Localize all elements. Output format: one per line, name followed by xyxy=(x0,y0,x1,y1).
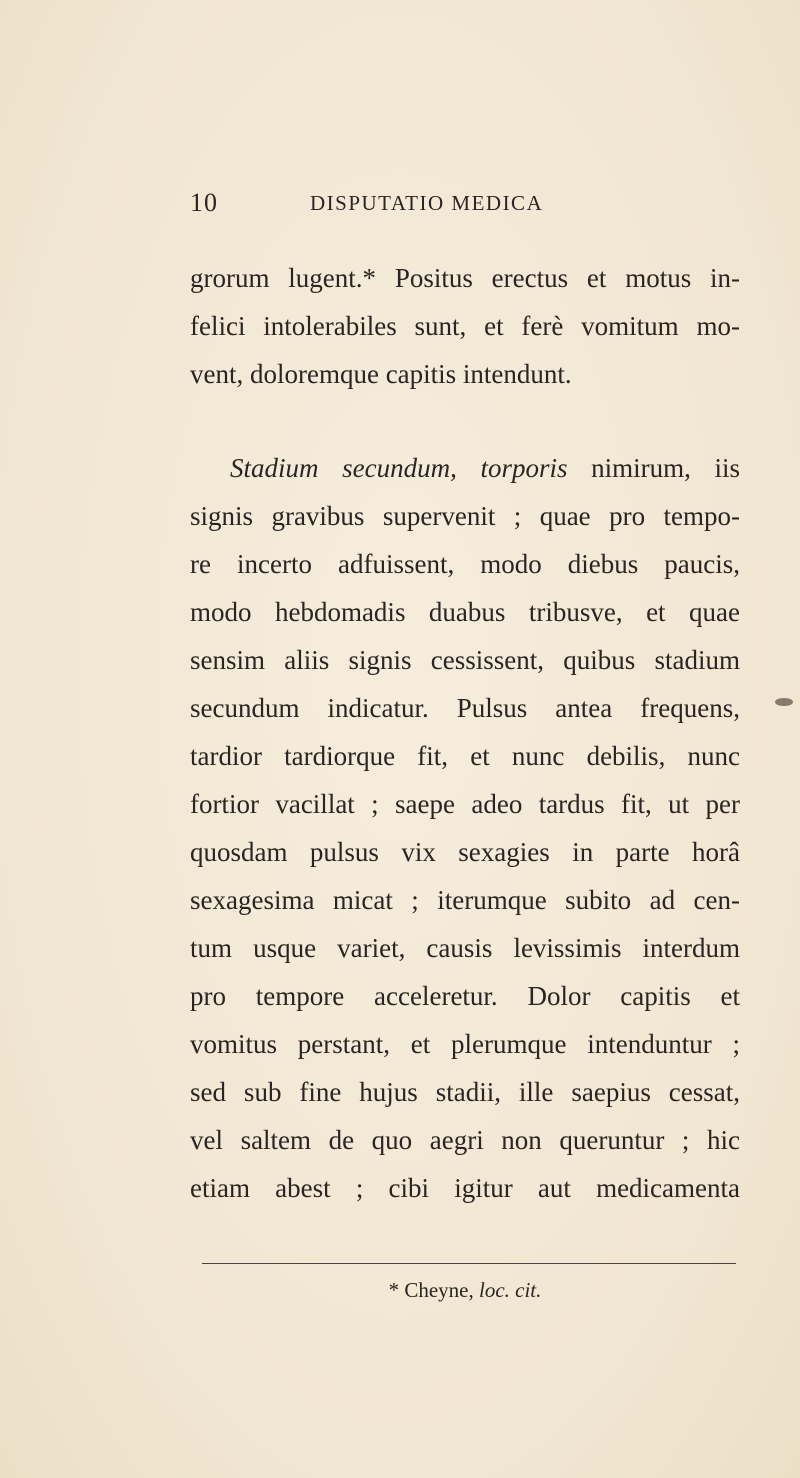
page-number: 10 xyxy=(190,188,218,217)
body-text xyxy=(190,254,740,1212)
paragraph-opening-line xyxy=(190,444,740,492)
footnote-author: Cheyne, xyxy=(404,1278,474,1302)
footnote-reference: loc. cit. xyxy=(479,1278,542,1302)
text-line: tum usque variet, causis levissimis interdum xyxy=(190,933,740,963)
text-line: fortior vacillat ; saepe adeo tardus fit, ut per xyxy=(190,789,740,819)
footnote-rule xyxy=(202,1263,736,1264)
italic-word: torporis xyxy=(480,453,568,483)
paragraph-gap xyxy=(190,398,740,444)
italic-phrase: Stadium secundum, xyxy=(230,453,457,483)
text-line: secundum indicatur. Pulsus antea frequens, xyxy=(190,693,740,723)
running-title: DISPUTATIO MEDICA xyxy=(310,191,544,215)
text-line: re incerto adfuissent, modo diebus paucis, xyxy=(190,549,740,579)
page-header xyxy=(190,188,790,228)
footnote-marker: * xyxy=(388,1278,400,1302)
paper-stain xyxy=(775,698,793,706)
text-line: tardior tardiorque fit, et nunc debilis, nunc xyxy=(190,741,740,771)
text-line: modo hebdomadis duabus tribusve, et quae xyxy=(190,597,740,627)
text-line: quosdam pulsus vix sexagies in parte horâ xyxy=(190,837,740,867)
line-rest: nimirum, iis xyxy=(591,453,740,483)
text-line: vel saltem de quo aegri non queruntur ; hic xyxy=(190,1125,740,1155)
footnote xyxy=(190,1278,740,1303)
text-line: grorum lugent.* Positus erectus et motus in- xyxy=(190,263,740,293)
text-line: vomitus perstant, et plerumque intenduntur ; xyxy=(190,1029,740,1059)
text-line: pro tempore acceleretur. Dolor capitis et xyxy=(190,981,740,1011)
text-line: etiam abest ; cibi igitur aut medicamenta xyxy=(190,1173,740,1203)
text-line: vent, doloremque capitis intendunt. xyxy=(190,359,572,389)
text-line: sensim aliis signis cessissent, quibus stadium xyxy=(190,645,740,675)
text-line: signis gravibus supervenit ; quae pro tempo- xyxy=(190,501,740,531)
text-line: sexagesima micat ; iterumque subito ad cen- xyxy=(190,885,740,915)
text-line: felici intolerabiles sunt, et ferè vomitum mo- xyxy=(190,311,740,341)
text-line: sed sub fine hujus stadii, ille saepius cessat, xyxy=(190,1077,740,1107)
